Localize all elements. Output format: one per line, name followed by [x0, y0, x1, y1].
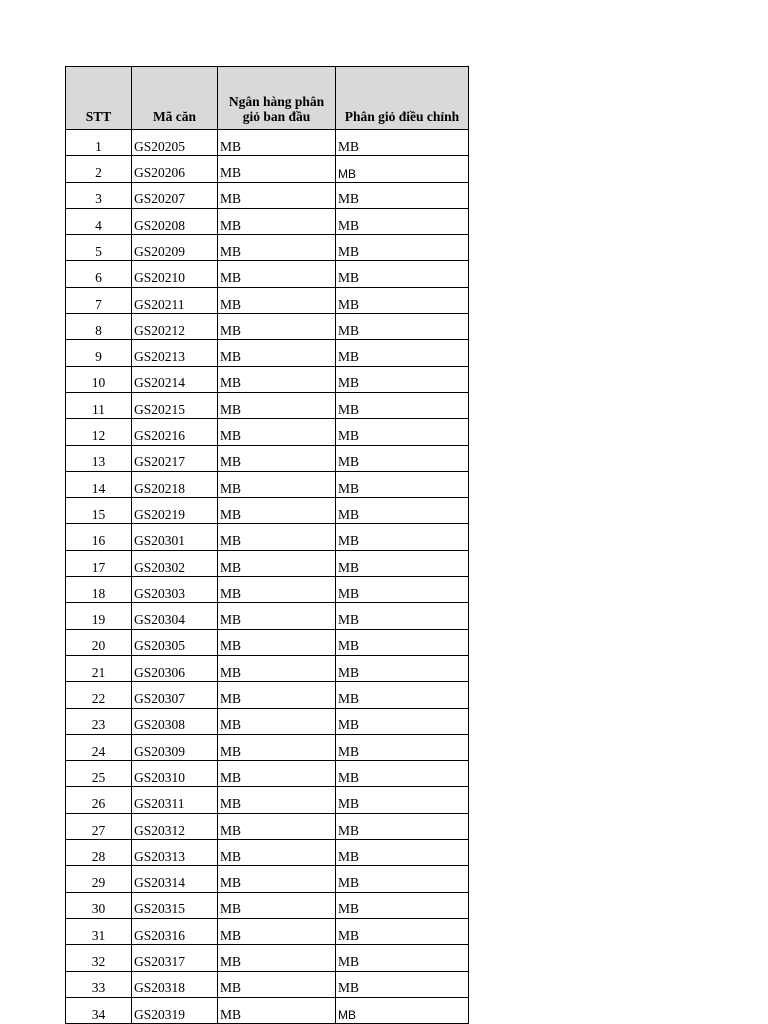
cell-stt: 20	[66, 629, 132, 655]
cell-stt: 21	[66, 655, 132, 681]
cell-stt: 11	[66, 392, 132, 418]
cell-original-bank: MB	[218, 471, 336, 497]
cell-original-bank: MB	[218, 892, 336, 918]
table-row	[66, 445, 469, 471]
table-row	[66, 235, 469, 261]
cell-original-bank: MB	[218, 866, 336, 892]
cell-adjusted-allocation: MB	[336, 603, 469, 629]
cell-unit-code: GS20302	[132, 550, 218, 576]
cell-stt: 14	[66, 471, 132, 497]
table-row	[66, 945, 469, 971]
table-row	[66, 208, 469, 234]
table-row	[66, 971, 469, 997]
cell-stt: 16	[66, 524, 132, 550]
cell-original-bank: MB	[218, 708, 336, 734]
cell-unit-code: GS20304	[132, 603, 218, 629]
cell-unit-code: GS20214	[132, 366, 218, 392]
cell-adjusted-allocation: MB	[336, 997, 469, 1023]
cell-original-bank: MB	[218, 287, 336, 313]
cell-original-bank: MB	[218, 366, 336, 392]
cell-adjusted-allocation: MB	[336, 182, 469, 208]
table-row	[66, 655, 469, 681]
header-original-bank: Ngân hàng phân giỏ ban đầu	[218, 67, 336, 130]
cell-original-bank: MB	[218, 182, 336, 208]
table-row	[66, 287, 469, 313]
cell-original-bank: MB	[218, 314, 336, 340]
cell-stt: 31	[66, 918, 132, 944]
cell-unit-code: GS20209	[132, 235, 218, 261]
cell-unit-code: GS20301	[132, 524, 218, 550]
cell-original-bank: MB	[218, 498, 336, 524]
cell-unit-code: GS20207	[132, 182, 218, 208]
cell-original-bank: MB	[218, 813, 336, 839]
cell-unit-code: GS20308	[132, 708, 218, 734]
cell-stt: 29	[66, 866, 132, 892]
cell-stt: 8	[66, 314, 132, 340]
cell-stt: 3	[66, 182, 132, 208]
table-row	[66, 603, 469, 629]
cell-unit-code: GS20319	[132, 997, 218, 1023]
cell-adjusted-allocation: MB	[336, 130, 469, 156]
table-row	[66, 761, 469, 787]
cell-adjusted-allocation: MB	[336, 761, 469, 787]
cell-adjusted-allocation: MB	[336, 314, 469, 340]
cell-stt: 5	[66, 235, 132, 261]
cell-unit-code: GS20312	[132, 813, 218, 839]
cell-original-bank: MB	[218, 392, 336, 418]
cell-stt: 28	[66, 840, 132, 866]
table-row	[66, 182, 469, 208]
table-row	[66, 314, 469, 340]
table-row	[66, 498, 469, 524]
table-row	[66, 261, 469, 287]
table-row	[66, 734, 469, 760]
cell-unit-code: GS20305	[132, 629, 218, 655]
cell-stt: 13	[66, 445, 132, 471]
cell-unit-code: GS20208	[132, 208, 218, 234]
cell-unit-code: GS20206	[132, 156, 218, 182]
table-row	[66, 629, 469, 655]
cell-adjusted-allocation: MB	[336, 208, 469, 234]
cell-adjusted-allocation: MB	[336, 892, 469, 918]
cell-unit-code: GS20217	[132, 445, 218, 471]
cell-stt: 12	[66, 419, 132, 445]
cell-unit-code: GS20315	[132, 892, 218, 918]
table-row	[66, 682, 469, 708]
cell-adjusted-allocation: MB	[336, 235, 469, 261]
cell-original-bank: MB	[218, 918, 336, 944]
table-row	[66, 471, 469, 497]
header-stt: STT	[66, 67, 132, 130]
table-row	[66, 813, 469, 839]
cell-adjusted-allocation: MB	[336, 287, 469, 313]
cell-adjusted-allocation: MB	[336, 840, 469, 866]
cell-adjusted-allocation: MB	[336, 866, 469, 892]
table-body	[66, 130, 469, 1024]
table-row	[66, 392, 469, 418]
cell-unit-code: GS20311	[132, 787, 218, 813]
header-unit-code: Mã căn	[132, 67, 218, 130]
cell-unit-code: GS20314	[132, 866, 218, 892]
cell-unit-code: GS20205	[132, 130, 218, 156]
table-row	[66, 524, 469, 550]
cell-stt: 19	[66, 603, 132, 629]
cell-adjusted-allocation: MB	[336, 577, 469, 603]
header-row	[66, 67, 469, 130]
cell-adjusted-allocation: MB	[336, 550, 469, 576]
cell-unit-code: GS20317	[132, 945, 218, 971]
allocation-table	[65, 66, 469, 1024]
cell-stt: 32	[66, 945, 132, 971]
cell-unit-code: GS20213	[132, 340, 218, 366]
table-row	[66, 892, 469, 918]
cell-adjusted-allocation: MB	[336, 156, 469, 182]
cell-stt: 17	[66, 550, 132, 576]
cell-original-bank: MB	[218, 130, 336, 156]
cell-stt: 7	[66, 287, 132, 313]
cell-adjusted-allocation: MB	[336, 971, 469, 997]
cell-original-bank: MB	[218, 208, 336, 234]
table-row	[66, 866, 469, 892]
cell-stt: 34	[66, 997, 132, 1023]
cell-unit-code: GS20306	[132, 655, 218, 681]
cell-stt: 33	[66, 971, 132, 997]
cell-adjusted-allocation: MB	[336, 261, 469, 287]
table-row	[66, 130, 469, 156]
cell-adjusted-allocation: MB	[336, 682, 469, 708]
table-row	[66, 918, 469, 944]
cell-original-bank: MB	[218, 971, 336, 997]
cell-unit-code: GS20210	[132, 261, 218, 287]
cell-unit-code: GS20307	[132, 682, 218, 708]
cell-adjusted-allocation: MB	[336, 419, 469, 445]
cell-adjusted-allocation: MB	[336, 655, 469, 681]
cell-stt: 2	[66, 156, 132, 182]
cell-unit-code: GS20313	[132, 840, 218, 866]
cell-stt: 22	[66, 682, 132, 708]
cell-stt: 6	[66, 261, 132, 287]
table-row	[66, 366, 469, 392]
table-row	[66, 840, 469, 866]
cell-stt: 27	[66, 813, 132, 839]
cell-unit-code: GS20316	[132, 918, 218, 944]
cell-unit-code: GS20216	[132, 419, 218, 445]
table-row	[66, 997, 469, 1023]
table-row	[66, 787, 469, 813]
cell-original-bank: MB	[218, 419, 336, 445]
cell-unit-code: GS20309	[132, 734, 218, 760]
cell-stt: 26	[66, 787, 132, 813]
cell-stt: 30	[66, 892, 132, 918]
cell-original-bank: MB	[218, 655, 336, 681]
cell-original-bank: MB	[218, 629, 336, 655]
table-row	[66, 340, 469, 366]
cell-original-bank: MB	[218, 945, 336, 971]
cell-stt: 25	[66, 761, 132, 787]
cell-original-bank: MB	[218, 761, 336, 787]
table-row	[66, 419, 469, 445]
table-row	[66, 156, 469, 182]
cell-stt: 18	[66, 577, 132, 603]
cell-adjusted-allocation: MB	[336, 945, 469, 971]
cell-stt: 23	[66, 708, 132, 734]
cell-unit-code: GS20211	[132, 287, 218, 313]
cell-original-bank: MB	[218, 577, 336, 603]
cell-unit-code: GS20310	[132, 761, 218, 787]
cell-stt: 15	[66, 498, 132, 524]
cell-unit-code: GS20303	[132, 577, 218, 603]
cell-adjusted-allocation: MB	[336, 787, 469, 813]
cell-adjusted-allocation: MB	[336, 734, 469, 760]
cell-stt: 24	[66, 734, 132, 760]
cell-original-bank: MB	[218, 682, 336, 708]
cell-adjusted-allocation: MB	[336, 524, 469, 550]
cell-original-bank: MB	[218, 787, 336, 813]
cell-unit-code: GS20219	[132, 498, 218, 524]
cell-original-bank: MB	[218, 997, 336, 1023]
cell-stt: 1	[66, 130, 132, 156]
cell-adjusted-allocation: MB	[336, 445, 469, 471]
cell-original-bank: MB	[218, 840, 336, 866]
cell-adjusted-allocation: MB	[336, 498, 469, 524]
cell-original-bank: MB	[218, 235, 336, 261]
cell-original-bank: MB	[218, 603, 336, 629]
cell-stt: 10	[66, 366, 132, 392]
cell-original-bank: MB	[218, 261, 336, 287]
cell-original-bank: MB	[218, 445, 336, 471]
cell-unit-code: GS20318	[132, 971, 218, 997]
cell-original-bank: MB	[218, 550, 336, 576]
cell-unit-code: GS20215	[132, 392, 218, 418]
cell-adjusted-allocation: MB	[336, 813, 469, 839]
cell-original-bank: MB	[218, 524, 336, 550]
cell-adjusted-allocation: MB	[336, 629, 469, 655]
cell-stt: 4	[66, 208, 132, 234]
table-row	[66, 550, 469, 576]
table-row	[66, 708, 469, 734]
cell-adjusted-allocation: MB	[336, 340, 469, 366]
cell-adjusted-allocation: MB	[336, 918, 469, 944]
cell-unit-code: GS20212	[132, 314, 218, 340]
table-row	[66, 577, 469, 603]
table-header	[66, 67, 469, 130]
cell-stt: 9	[66, 340, 132, 366]
cell-original-bank: MB	[218, 156, 336, 182]
header-adjusted-allocation: Phân giỏ điều chỉnh	[336, 67, 469, 130]
cell-adjusted-allocation: MB	[336, 366, 469, 392]
cell-adjusted-allocation: MB	[336, 708, 469, 734]
cell-original-bank: MB	[218, 340, 336, 366]
cell-unit-code: GS20218	[132, 471, 218, 497]
cell-adjusted-allocation: MB	[336, 392, 469, 418]
cell-adjusted-allocation: MB	[336, 471, 469, 497]
cell-original-bank: MB	[218, 734, 336, 760]
